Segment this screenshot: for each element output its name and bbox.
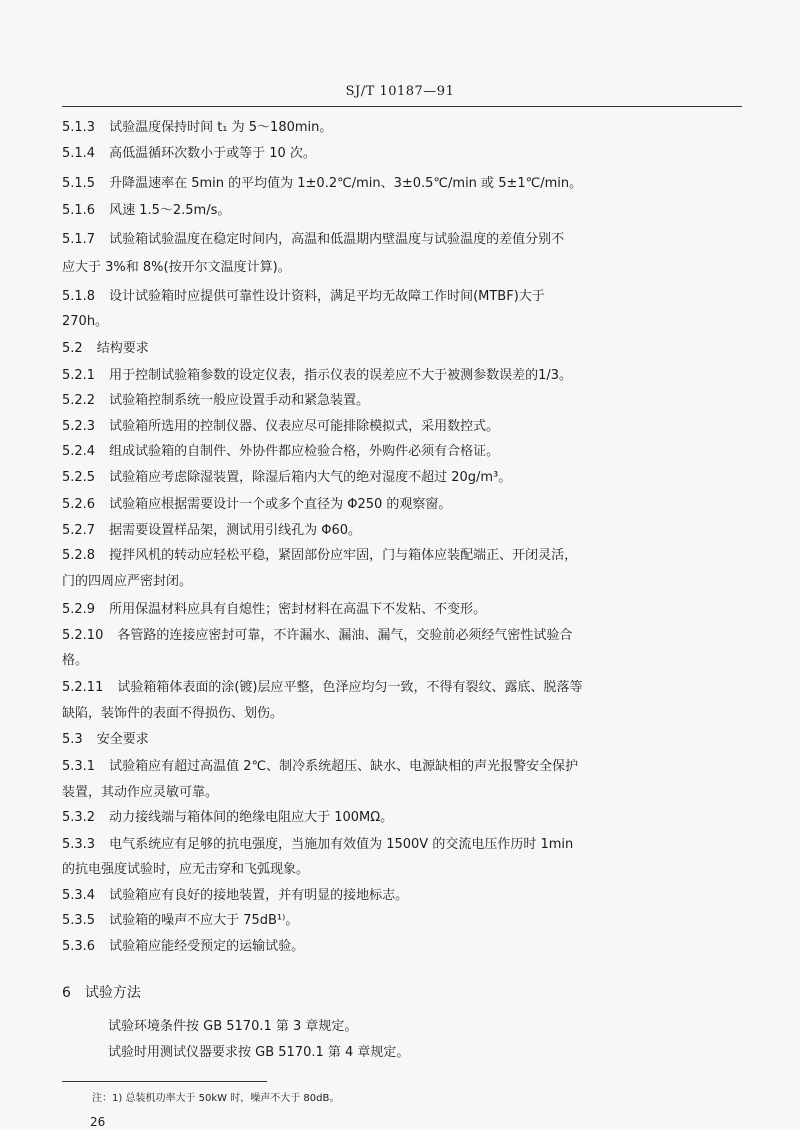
clause-number: 5.3.5 [62,913,96,928]
clause-line [62,522,361,540]
clause-line [62,469,511,487]
clause-text: 试验箱所选用的控制仪器、仪表应尽可能排除模拟式，采用数控式。 [109,419,500,434]
clause-number: 5.2.1 [62,368,96,383]
clause-line [62,547,577,565]
clause-line [62,887,408,905]
clause-number: 5.3.6 [62,939,96,954]
header-rule [62,106,742,107]
clause-line [62,912,298,930]
clause-line [62,758,578,776]
clause-text: 设计试验箱时应提供可靠性设计资料，满足平均无故障工作时间(MTBF)大于 [109,289,545,304]
clause-line [62,231,564,249]
clause-number: 5.1.3 [62,120,96,135]
footnote: 注：1) 总装机功率大于 50kW 时，噪声不大于 80dB。 [92,1093,340,1104]
clause-text: 试验箱应考虑除湿装置，除湿后箱内大气的绝对湿度不超过 20g/m³。 [109,470,512,485]
clause-line [62,202,230,220]
clause-line [62,313,108,331]
clause-text: 格。 [62,653,89,668]
clause-line [62,175,582,193]
clause-text: 升降温速率在 5min 的平均值为 1±0.2℃/min、3±0.5℃/min 或 5±1℃/min。 [109,176,583,191]
clause-line [62,809,393,827]
clause-text: 试验箱应根据需要设计一个或多个直径为 Φ250 的观察窗。 [109,497,452,512]
clause-text: 试验箱控制系统一般应设置手动和紧急装置。 [109,393,370,408]
clause-text: 试验箱试验温度在稳定时间内，高温和低温期内壁温度与试验温度的差值分别不 [109,232,565,247]
clause-text: 装置，其动作应灵敏可靠。 [62,785,219,800]
clause-text: 门的四周应严密封闭。 [62,574,193,589]
clause-line [62,288,545,306]
clause-line [62,938,304,956]
clause-number: 5.2.8 [62,548,96,563]
clause-number: 5.1.8 [62,289,96,304]
clause-number: 5.2.3 [62,419,96,434]
clause-line [62,259,291,277]
clause-number: 5.3 [62,732,83,747]
section-number: 6 [62,985,71,1001]
clause-line [62,496,451,514]
clause-text: 风速 1.5～2.5m/s。 [109,203,231,218]
clause-text: 缺陷，装饰件的表面不得损伤、划伤。 [62,706,284,721]
clause-text: 各管路的连接应密封可靠，不许漏水、漏油、漏气，交验前必须经气密性试验合 [117,628,573,643]
clause-number: 5.1.5 [62,176,96,191]
clause-number: 5.2.5 [62,470,96,485]
clause-text: 试验箱箱体表面的涂(镀)层应平整，色泽应均匀一致，不得有裂纹、露底、脱落等 [117,680,583,695]
clause-text: 试验箱应有超过高温值 2℃、制冷系统超压、缺水、电源缺相的声光报警安全保护 [109,759,579,774]
clause-text: 安全要求 [96,732,149,747]
clause-number: 5.1.4 [62,146,96,161]
clause-text: 所用保温材料应具有自熄性；密封材料在高温下不发粘、不变形。 [109,602,487,617]
clause-number: 5.1.7 [62,232,96,247]
clause-line [62,573,192,591]
clause-line [62,836,573,854]
clause-text: 试验箱的噪声不应大于 75dB¹⁾。 [109,913,299,928]
clause-line [62,392,369,410]
clause-text: 电气系统应有足够的抗电强度，当施加有效值为 1500V 的交流电压作历时 1min [109,837,574,852]
clause-line [62,443,499,461]
clause-text: 试验箱应能经受预定的运输试验。 [109,939,305,954]
page-number: 26 [90,1115,106,1129]
clause-number: 5.3.1 [62,759,96,774]
clause-number: 5.2.4 [62,444,96,459]
clause-line [62,652,88,670]
clause-text: 高低温循环次数小于或等于 10 次。 [109,146,316,161]
clause-text: 结构要求 [96,341,149,356]
clause-text: 组成试验箱的自制件、外协件都应检验合格，外购件必须有合格证。 [109,444,500,459]
clause-text: 动力接线端与箱体间的绝缘电阻应大于 100MΩ。 [109,810,394,825]
section-title: 试验方法 [84,985,141,1001]
clause-line [62,784,218,802]
clause-line [62,627,572,645]
paragraph: 试验时用测试仪器要求按 GB 5170.1 第 4 章规定。 [108,1045,410,1060]
clause-number: 5.2.9 [62,602,96,617]
clause-number: 5.3.2 [62,810,96,825]
clause-text: 试验温度保持时间 t₁ 为 5～180min。 [109,120,333,135]
page-header: SJ/T 10187—91 [345,84,455,99]
clause-text: 试验箱应有良好的接地装置，并有明显的接地标志。 [109,888,409,903]
clause-number: 5.3.4 [62,888,96,903]
clause-number: 5.3.3 [62,837,96,852]
clause-text: 搅拌风机的转动应轻松平稳，紧固部份应牢固，门与箱体应装配端正、开闭灵活， [109,548,578,563]
clause-text: 据需要设置样品架，测试用引线孔为 Φ60。 [109,523,361,538]
clause-number: 5.2.7 [62,523,96,538]
clause-line [62,601,486,619]
clause-line [62,145,316,163]
clause-number: 5.2 [62,341,83,356]
clause-number: 5.2.10 [62,628,104,643]
clause-text: 用于控制试验箱参数的设定仪表，指示仪表的误差应不大于被测参数误差的1/3。 [109,368,573,383]
clause-line [62,418,499,436]
clause-line [62,340,149,358]
clause-number: 5.2.6 [62,497,96,512]
clause-text: 270h。 [62,314,109,329]
clause-line [62,731,149,749]
clause-number: 5.1.6 [62,203,96,218]
clause-number: 5.2.2 [62,393,96,408]
clause-text: 的抗电强度试验时，应无击穿和飞弧现象。 [62,862,310,877]
paragraph: 试验环境条件按 GB 5170.1 第 3 章规定。 [108,1019,358,1034]
section-6-heading [62,984,141,1002]
footnote-rule [62,1081,267,1082]
clause-text: 应大于 3%和 8%(按开尔文温度计算)。 [62,260,291,275]
clause-line [62,861,309,879]
clause-line [62,679,583,697]
clause-line [62,119,332,137]
clause-number: 5.2.11 [62,680,104,695]
clause-line [62,705,283,723]
clause-line [62,367,572,385]
